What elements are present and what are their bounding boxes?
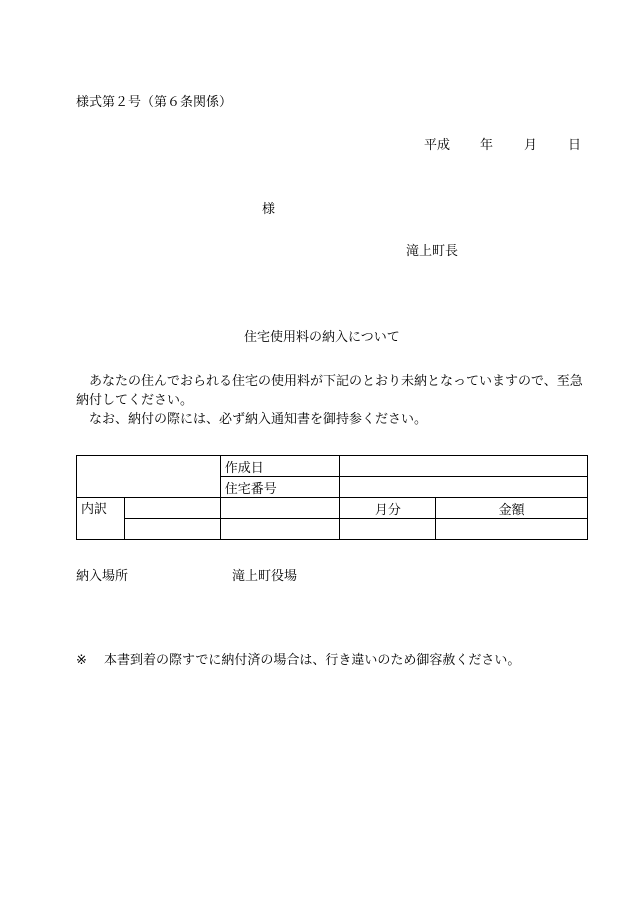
body-paragraph-2: なお、納付の際には、必ず納入通知書を御持参ください。 (89, 412, 428, 427)
amount-label: 金額 (436, 498, 588, 519)
month-label: 月分 (340, 498, 436, 519)
breakdown-blank-cell (220, 498, 340, 519)
payment-place-value: 滝上町役場 (232, 569, 298, 584)
breakdown-label: 内訳 (77, 498, 125, 540)
housing-number-label: 住宅番号 (220, 477, 340, 498)
breakdown-blank-cell (220, 519, 340, 540)
table-blank-cell (77, 456, 221, 498)
note-mark: ※ (76, 653, 87, 668)
date-year-unit: 年 (480, 138, 494, 153)
form-number-label: 様式第２号（第６条関係） (76, 95, 233, 110)
date-month-unit: 月 (524, 138, 538, 153)
details-table (76, 455, 588, 540)
date-era: 平成 (424, 138, 451, 153)
body-paragraph-1: あなたの住んでおられる住宅の使用料が下記のとおり未納となっていますので、至急納付してください。 (76, 374, 583, 408)
breakdown-item-cell (124, 519, 220, 540)
month-value (340, 519, 436, 540)
note (76, 653, 520, 669)
payment-place-label: 納入場所 (76, 569, 129, 584)
document-title: 住宅使用料の納入について (244, 330, 400, 345)
table-row (77, 519, 588, 540)
amount-value (436, 519, 588, 540)
housing-number-value (340, 477, 588, 498)
addressee-honorific: 様 (262, 202, 276, 217)
created-date-label: 作成日 (220, 456, 340, 477)
breakdown-item-cell (124, 498, 220, 519)
table-row (77, 498, 588, 519)
sender-name: 滝上町長 (406, 244, 459, 259)
note-text: 本書到着の際すでに納付済の場合は、行き違いのため御容赦ください。 (104, 653, 521, 668)
date-line (424, 138, 581, 154)
created-date-value (340, 456, 588, 477)
body-text (76, 372, 588, 429)
date-day-unit: 日 (568, 138, 582, 153)
table-row (77, 456, 588, 477)
